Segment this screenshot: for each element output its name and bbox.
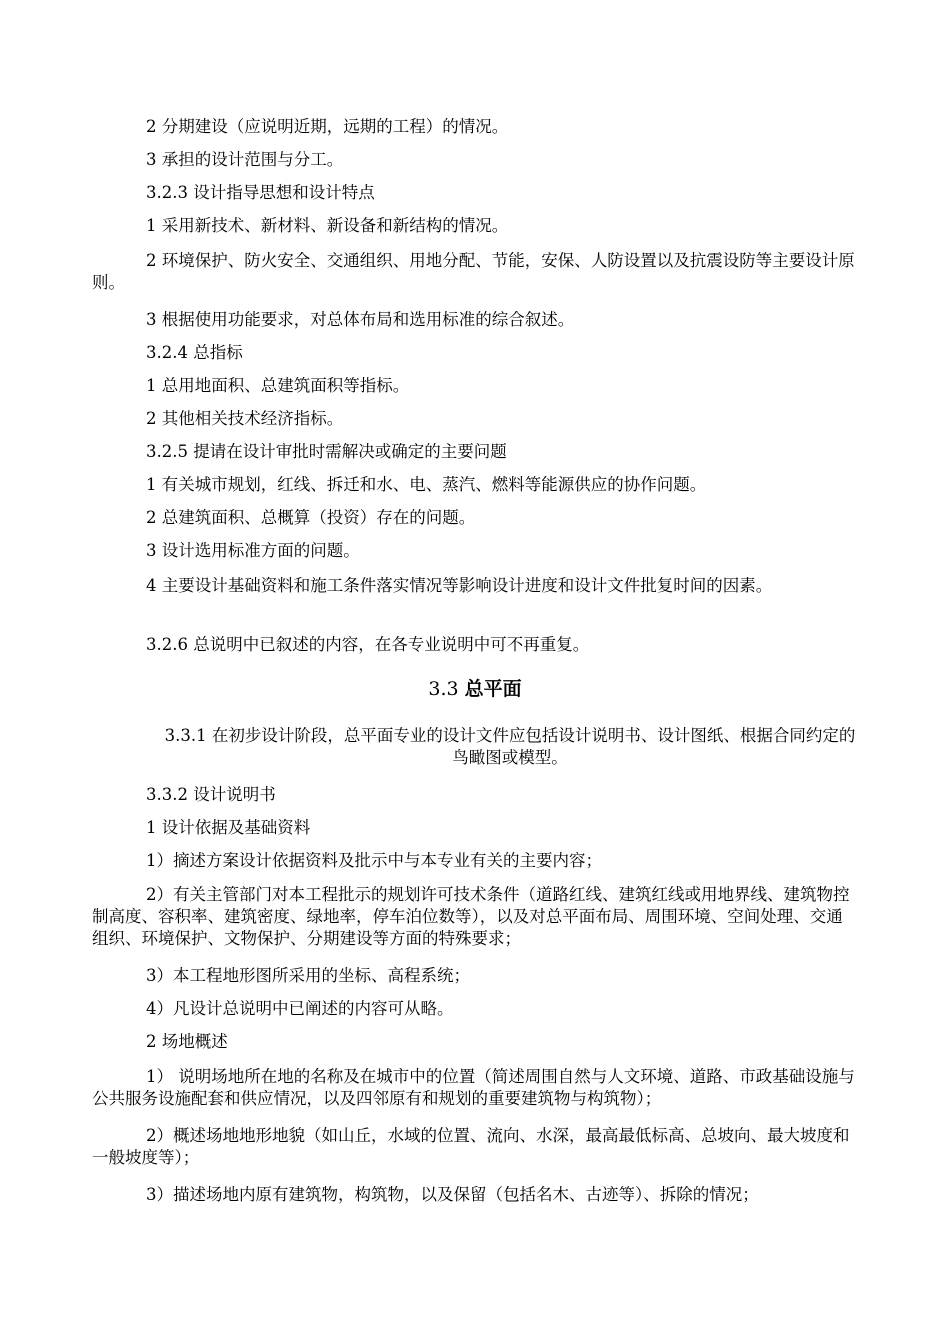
paragraph: 1 有关城市规划，红线、拆迁和水、电、蒸汽、燃料等能源供应的协作问题。 <box>146 475 707 494</box>
paragraph: 2 环境保护、防火安全、交通组织、用地分配、节能，安保、人防设置以及抗震设防等主要设计原则。 <box>92 251 855 292</box>
subsection-heading: 3.2.4 总指标 <box>146 343 243 362</box>
subsection-heading: 3.3.2 设计说明书 <box>146 785 276 804</box>
paragraph: 2 分期建设（应说明近期，远期的工程）的情况。 <box>146 117 509 136</box>
paragraph: 1 设计依据及基础资料 <box>146 818 311 837</box>
paragraph: 2 其他相关技术经济指标。 <box>146 409 344 428</box>
paragraph: 1）摘述方案设计依据资料及批示中与本专业有关的主要内容； <box>146 851 602 870</box>
paragraph: 2）有关主管部门对本工程批示的规划许可技术条件（道路红线、建筑红线或用地界线、建筑物控制高度、容积率、建筑密度、绿地率，停车泊位数等），以及对总平面布局、周围环境、空间处理、交通组织、环境保护、文物保护、分期建设等方面的特殊要求； <box>92 885 850 948</box>
section-heading <box>92 676 858 702</box>
paragraph: 3.3.1 在初步设计阶段，总平面专业的设计文件应包括设计说明书、设计图纸、根据合同约定的鸟瞰图或模型。 <box>164 726 856 767</box>
paragraph: 3 承担的设计范围与分工。 <box>146 150 344 169</box>
paragraph: 4）凡设计总说明中已阐述的内容可从略。 <box>146 999 454 1018</box>
paragraph: 2）概述场地地形地貌（如山丘，水域的位置、流向、水深，最高最低标高、总坡向、最大坡度和一般坡度等）； <box>92 1126 850 1167</box>
paragraph: 2 场地概述 <box>146 1032 228 1051</box>
section-title: 总平面 <box>464 678 522 700</box>
paragraph: 3）本工程地形图所采用的坐标、高程系统； <box>146 966 470 985</box>
paragraph: 1 采用新技术、新材料、新设备和新结构的情况。 <box>146 216 509 235</box>
subsection-heading: 3.2.3 设计指导思想和设计特点 <box>146 183 375 202</box>
subsection-heading: 3.2.5 提请在设计审批时需解决或确定的主要问题 <box>146 442 507 461</box>
subsection-heading: 3.2.6 总说明中已叙述的内容，在各专业说明中可不再重复。 <box>146 635 590 654</box>
paragraph: 4 主要设计基础资料和施工条件落实情况等影响设计进度和设计文件批复时间的因素。 <box>146 576 773 595</box>
paragraph: 2 总建筑面积、总概算（投资）存在的问题。 <box>146 508 476 527</box>
paragraph: 1） 说明场地所在地的名称及在城市中的位置（简述周围自然与人文环境、道路、市政基础设施与公共服务设施配套和供应情况，以及四邻原有和规划的重要建筑物与构筑物）； <box>92 1067 855 1108</box>
paragraph: 3）描述场地内原有建筑物，构筑物，以及保留（包括名木、古迹等）、拆除的情况； <box>146 1185 759 1204</box>
paragraph: 3 设计选用标准方面的问题。 <box>146 541 360 560</box>
paragraph: 3 根据使用功能要求，对总体布局和选用标准的综合叙述。 <box>146 310 575 329</box>
paragraph: 1 总用地面积、总建筑面积等指标。 <box>146 376 410 395</box>
section-number: 3.3 <box>428 678 459 700</box>
